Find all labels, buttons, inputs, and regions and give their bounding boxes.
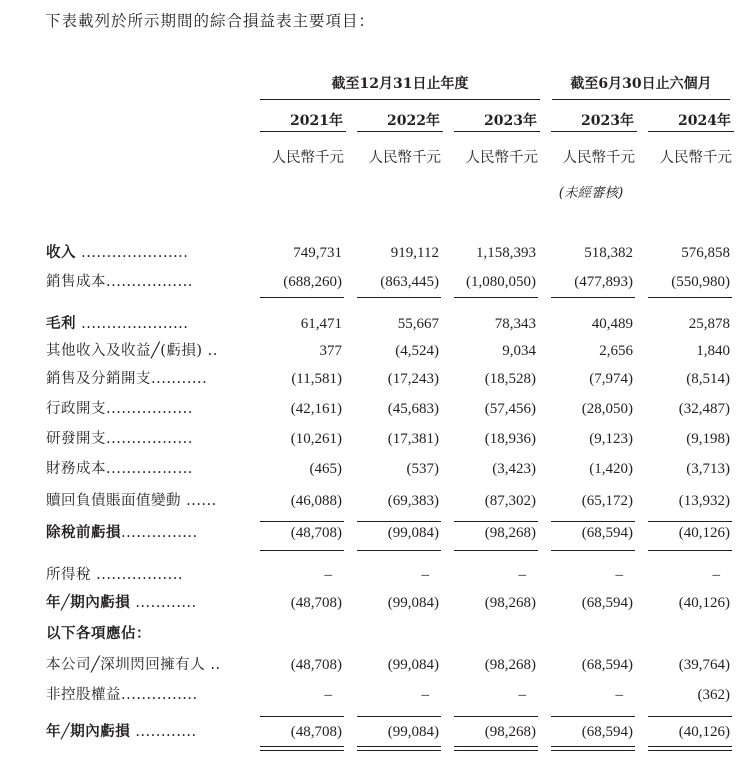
subtotal-rule xyxy=(648,297,732,298)
subtotal-rule xyxy=(648,550,732,551)
row-label xyxy=(46,368,242,390)
table-row xyxy=(0,313,750,335)
value-cell: (10,261) xyxy=(290,431,342,447)
value-cell: (48,708) xyxy=(290,657,342,673)
value-cell: (4,524) xyxy=(395,343,439,359)
row-label-text: 年╱期內虧損 xyxy=(46,723,131,740)
value-cell: (99,084) xyxy=(387,657,439,673)
subtotal-rule xyxy=(260,297,344,298)
row-label xyxy=(46,398,242,420)
leader-dots: ................. xyxy=(106,431,193,447)
value-cell: (32,487) xyxy=(678,401,730,417)
leader-dots: ..................... xyxy=(76,316,189,332)
row-label xyxy=(46,522,242,544)
value-cell: (18,528) xyxy=(484,371,536,387)
total-double-rule xyxy=(454,746,538,747)
total-double-rule xyxy=(551,746,635,747)
value-cell: (537) xyxy=(406,461,439,477)
table-row xyxy=(0,242,750,264)
row-label-text: 除稅前虧損 xyxy=(46,524,121,541)
value-cell: (42,161) xyxy=(290,401,342,417)
value-cell: 749,731 xyxy=(293,245,342,261)
value-cell: 40,489 xyxy=(591,316,633,332)
value-cell: (57,456) xyxy=(484,401,536,417)
value-cell: (46,088) xyxy=(290,493,342,509)
subtotal-rule xyxy=(551,521,635,522)
table-row xyxy=(0,721,750,743)
total-double-rule xyxy=(357,750,441,751)
leader-dots: ............ xyxy=(130,724,197,740)
value-cell: (477,893) xyxy=(574,274,633,290)
value-cell: (3,423) xyxy=(492,461,536,477)
subtotal-rule xyxy=(357,550,441,551)
leader-dots: ................. xyxy=(91,567,183,583)
row-label xyxy=(46,242,242,264)
value-cell: (550,980) xyxy=(671,274,730,290)
value-cell: (28,050) xyxy=(581,401,633,417)
row-label-text: 年╱期內虧損 xyxy=(46,594,131,611)
value-cell: – xyxy=(421,687,429,703)
intro-text: 下表載列於所示期間的綜合損益表主要項目： xyxy=(45,12,376,30)
subtotal-rule xyxy=(551,716,635,717)
value-cell: 78,343 xyxy=(494,316,536,332)
value-cell: – xyxy=(615,567,623,583)
row-label xyxy=(46,490,242,512)
row-label xyxy=(46,721,242,743)
leader-dots: ................. xyxy=(106,461,193,477)
subtotal-rule xyxy=(357,297,441,298)
table-row xyxy=(0,564,750,586)
subtotal-rule xyxy=(551,297,635,298)
value-cell: 9,034 xyxy=(502,343,536,359)
column-header-2023-interim: 2023年 xyxy=(551,112,637,132)
value-cell: (68,594) xyxy=(581,657,633,673)
value-cell: (40,126) xyxy=(678,724,730,740)
row-label-text: 所得稅 xyxy=(46,567,91,583)
subtotal-rule xyxy=(648,716,732,717)
value-cell: – xyxy=(712,567,720,583)
value-cell: – xyxy=(421,567,429,583)
subtotal-rule xyxy=(454,716,538,717)
value-cell: (7,974) xyxy=(589,371,633,387)
value-cell: 377 xyxy=(319,343,342,359)
table-row xyxy=(0,271,750,293)
subtotal-rule xyxy=(454,521,538,522)
value-cell: (98,268) xyxy=(484,657,536,673)
value-cell: (65,172) xyxy=(581,493,633,509)
value-cell: 2,656 xyxy=(599,343,633,359)
total-double-rule xyxy=(357,746,441,747)
value-cell: (863,445) xyxy=(380,274,439,290)
value-cell: – xyxy=(324,567,332,583)
value-cell: – xyxy=(324,687,332,703)
value-cell: (98,268) xyxy=(484,724,536,740)
row-label xyxy=(46,623,242,645)
value-cell: (8,514) xyxy=(686,371,730,387)
row-label-text: 銷售及分銷開支 xyxy=(46,371,151,387)
total-double-rule xyxy=(260,746,344,747)
subtotal-rule xyxy=(260,716,344,717)
subtotal-rule xyxy=(454,297,538,298)
value-cell: (69,383) xyxy=(387,493,439,509)
total-double-rule xyxy=(260,750,344,751)
value-cell: (13,932) xyxy=(678,493,730,509)
value-cell: (17,243) xyxy=(387,371,439,387)
value-cell: (45,683) xyxy=(387,401,439,417)
unit-label: 人民幣千元 xyxy=(271,150,344,166)
row-label xyxy=(46,564,242,586)
value-cell: (68,594) xyxy=(581,525,633,541)
leader-dots: ..................... xyxy=(76,245,189,261)
subtotal-rule xyxy=(260,550,344,551)
row-label xyxy=(46,458,242,480)
row-label-text: 毛利 xyxy=(46,315,76,332)
value-cell: (48,708) xyxy=(290,724,342,740)
value-cell: (9,123) xyxy=(589,431,633,447)
leader-dots: ............... xyxy=(121,687,198,703)
table-row xyxy=(0,458,750,480)
value-cell: (11,581) xyxy=(291,371,342,387)
table-row xyxy=(0,368,750,390)
value-cell: (1,420) xyxy=(589,461,633,477)
value-cell: 61,471 xyxy=(300,316,342,332)
row-label-text: 研發開支 xyxy=(46,431,106,447)
header-group-interim: 截至6月30日止六個月 xyxy=(552,71,730,100)
value-cell: (87,302) xyxy=(484,493,536,509)
column-header-2021: 2021年 xyxy=(260,112,346,132)
row-label xyxy=(46,592,242,614)
value-cell: 576,858 xyxy=(681,245,730,261)
total-double-rule xyxy=(648,746,732,747)
subtotal-rule xyxy=(551,550,635,551)
table-row xyxy=(0,428,750,450)
row-label-text: 銷售成本 xyxy=(46,274,106,290)
value-cell: 55,667 xyxy=(397,316,439,332)
value-cell: (688,260) xyxy=(283,274,342,290)
value-cell: (9,198) xyxy=(686,431,730,447)
leader-dots: ............... xyxy=(121,525,198,541)
value-cell: (465) xyxy=(309,461,342,477)
table-row xyxy=(0,684,750,706)
row-label-text: 非控股權益 xyxy=(46,687,121,703)
row-label xyxy=(46,684,242,706)
subtotal-rule xyxy=(454,550,538,551)
table-row xyxy=(0,654,750,676)
total-double-rule xyxy=(648,750,732,751)
value-cell: (39,764) xyxy=(678,657,730,673)
leader-dots: ........... xyxy=(151,371,208,387)
header-group-annual: 截至12月31日止年度 xyxy=(260,71,540,100)
value-cell: (48,708) xyxy=(290,595,342,611)
value-cell: – xyxy=(615,687,623,703)
table-row xyxy=(0,398,750,420)
subtotal-rule xyxy=(357,716,441,717)
value-cell: 1,158,393 xyxy=(476,245,536,261)
row-label xyxy=(46,271,242,293)
leader-dots: ................. xyxy=(106,274,193,290)
row-label-text: 行政開支 xyxy=(46,401,106,417)
value-cell: (68,594) xyxy=(581,724,633,740)
value-cell: (99,084) xyxy=(387,595,439,611)
unit-label: 人民幣千元 xyxy=(562,150,635,166)
value-cell: – xyxy=(518,687,526,703)
unit-label: 人民幣千元 xyxy=(659,150,732,166)
row-label-text: 收入 xyxy=(46,244,76,261)
row-label-text: 其他收入及收益╱(虧損) xyxy=(46,343,203,359)
leader-dots: .. xyxy=(202,343,218,359)
row-label-text: 財務成本 xyxy=(46,461,106,477)
value-cell: (17,381) xyxy=(387,431,439,447)
value-cell: (99,084) xyxy=(387,525,439,541)
row-label xyxy=(46,340,242,362)
row-label-text: 以下各項應佔： xyxy=(46,625,151,642)
table-row xyxy=(0,340,750,362)
leader-dots: ................. xyxy=(106,401,193,417)
subtotal-rule xyxy=(357,521,441,522)
value-cell: (18,936) xyxy=(484,431,536,447)
unaudited-note: (未經審核) xyxy=(558,185,624,201)
value-cell: (98,268) xyxy=(484,595,536,611)
value-cell: (362) xyxy=(697,687,730,703)
leader-dots: ............ xyxy=(130,595,197,611)
leader-dots: .. xyxy=(205,657,221,673)
value-cell: (68,594) xyxy=(581,595,633,611)
column-header-2023: 2023年 xyxy=(454,112,540,132)
table-row xyxy=(0,490,750,512)
row-label xyxy=(46,654,242,676)
column-header-2024-interim: 2024年 xyxy=(648,112,734,132)
value-cell: 25,878 xyxy=(688,316,730,332)
total-double-rule xyxy=(551,750,635,751)
value-cell: – xyxy=(518,567,526,583)
table-row xyxy=(0,592,750,614)
row-label-text: 贖回負債賬面值變動 xyxy=(46,493,181,509)
table-row xyxy=(0,522,750,544)
subtotal-rule xyxy=(648,521,732,522)
value-cell: (98,268) xyxy=(484,525,536,541)
row-label xyxy=(46,313,242,335)
value-cell: 1,840 xyxy=(696,343,730,359)
total-double-rule xyxy=(454,750,538,751)
value-cell: (99,084) xyxy=(387,724,439,740)
value-cell: (40,126) xyxy=(678,525,730,541)
unit-label: 人民幣千元 xyxy=(465,150,538,166)
value-cell: (1,080,050) xyxy=(466,274,536,290)
unit-label: 人民幣千元 xyxy=(368,150,441,166)
value-cell: (40,126) xyxy=(678,595,730,611)
value-cell: (3,713) xyxy=(686,461,730,477)
leader-dots: ...... xyxy=(181,493,217,509)
subtotal-rule xyxy=(260,521,344,522)
row-label-text: 本公司╱深圳閃回擁有人 xyxy=(46,657,206,673)
table-row xyxy=(0,623,750,645)
value-cell: (48,708) xyxy=(290,525,342,541)
column-header-2022: 2022年 xyxy=(357,112,443,132)
value-cell: 919,112 xyxy=(390,245,439,261)
row-label xyxy=(46,428,242,450)
value-cell: 518,382 xyxy=(584,245,633,261)
